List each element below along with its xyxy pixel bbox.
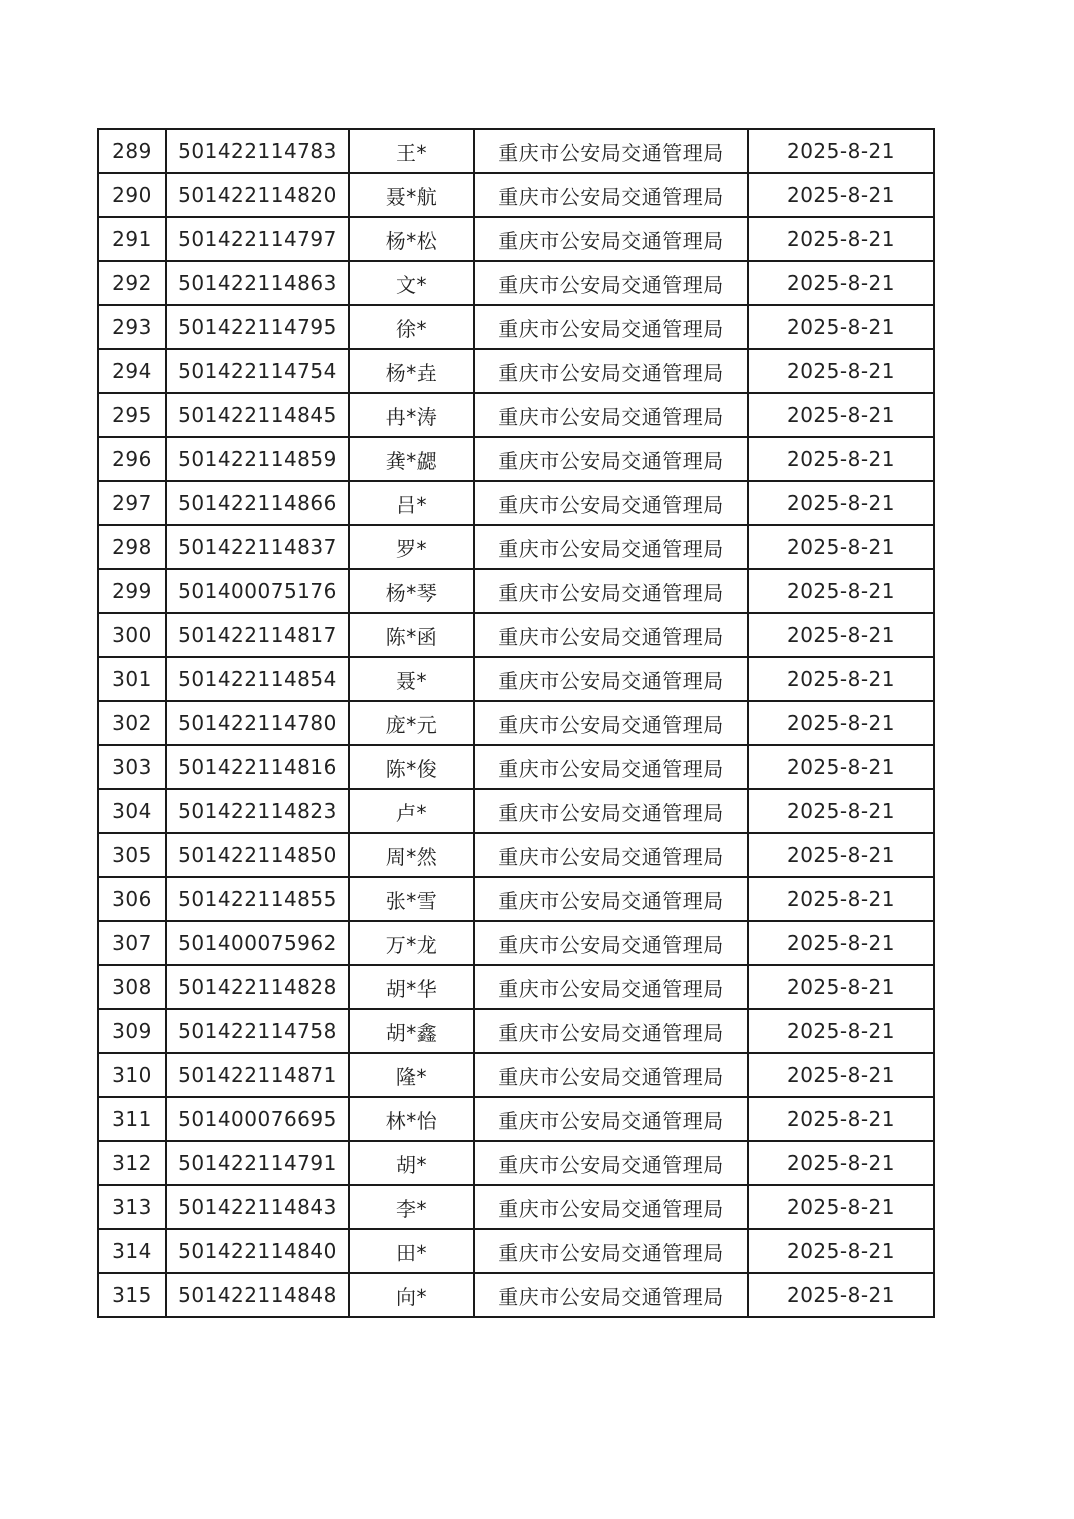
name-cell: 徐* xyxy=(349,305,474,349)
table-row xyxy=(98,701,934,745)
table-row xyxy=(98,1009,934,1053)
row-number-cell: 293 xyxy=(98,305,166,349)
roster-table-body xyxy=(98,129,934,1317)
row-number-cell: 310 xyxy=(98,1053,166,1097)
id-number-cell: 501422114837 xyxy=(166,525,349,569)
table-row xyxy=(98,1141,934,1185)
id-number-cell: 501422114758 xyxy=(166,1009,349,1053)
id-number-cell: 501422114816 xyxy=(166,745,349,789)
date-cell: 2025-8-21 xyxy=(748,173,934,217)
row-number-cell: 302 xyxy=(98,701,166,745)
id-number-cell: 501422114780 xyxy=(166,701,349,745)
organization-cell: 重庆市公安局交通管理局 xyxy=(474,217,748,261)
date-cell: 2025-8-21 xyxy=(748,437,934,481)
row-number-cell: 307 xyxy=(98,921,166,965)
row-number-cell: 312 xyxy=(98,1141,166,1185)
table-row xyxy=(98,789,934,833)
date-cell: 2025-8-21 xyxy=(748,305,934,349)
organization-cell: 重庆市公安局交通管理局 xyxy=(474,613,748,657)
organization-cell: 重庆市公安局交通管理局 xyxy=(474,1141,748,1185)
name-cell: 聂* xyxy=(349,657,474,701)
organization-cell: 重庆市公安局交通管理局 xyxy=(474,965,748,1009)
table-row xyxy=(98,1053,934,1097)
date-cell: 2025-8-21 xyxy=(748,1009,934,1053)
id-number-cell: 501422114854 xyxy=(166,657,349,701)
table-row xyxy=(98,657,934,701)
organization-cell: 重庆市公安局交通管理局 xyxy=(474,173,748,217)
organization-cell: 重庆市公安局交通管理局 xyxy=(474,1185,748,1229)
id-number-cell: 501422114863 xyxy=(166,261,349,305)
date-cell: 2025-8-21 xyxy=(748,393,934,437)
row-number-cell: 308 xyxy=(98,965,166,1009)
name-cell: 吕* xyxy=(349,481,474,525)
organization-cell: 重庆市公安局交通管理局 xyxy=(474,1097,748,1141)
table-row xyxy=(98,1185,934,1229)
name-cell: 杨*垚 xyxy=(349,349,474,393)
id-number-cell: 501422114754 xyxy=(166,349,349,393)
date-cell: 2025-8-21 xyxy=(748,921,934,965)
name-cell: 卢* xyxy=(349,789,474,833)
row-number-cell: 301 xyxy=(98,657,166,701)
name-cell: 王* xyxy=(349,129,474,173)
date-cell: 2025-8-21 xyxy=(748,1185,934,1229)
id-number-cell: 501422114797 xyxy=(166,217,349,261)
name-cell: 杨*琴 xyxy=(349,569,474,613)
table-row xyxy=(98,877,934,921)
row-number-cell: 297 xyxy=(98,481,166,525)
organization-cell: 重庆市公安局交通管理局 xyxy=(474,921,748,965)
date-cell: 2025-8-21 xyxy=(748,349,934,393)
table-row xyxy=(98,1097,934,1141)
name-cell: 庞*元 xyxy=(349,701,474,745)
date-cell: 2025-8-21 xyxy=(748,261,934,305)
row-number-cell: 306 xyxy=(98,877,166,921)
table-row xyxy=(98,569,934,613)
table-row xyxy=(98,613,934,657)
date-cell: 2025-8-21 xyxy=(748,481,934,525)
organization-cell: 重庆市公安局交通管理局 xyxy=(474,129,748,173)
id-number-cell: 501422114848 xyxy=(166,1273,349,1317)
id-number-cell: 501422114866 xyxy=(166,481,349,525)
row-number-cell: 292 xyxy=(98,261,166,305)
row-number-cell: 290 xyxy=(98,173,166,217)
row-number-cell: 305 xyxy=(98,833,166,877)
id-number-cell: 501422114817 xyxy=(166,613,349,657)
date-cell: 2025-8-21 xyxy=(748,965,934,1009)
row-number-cell: 296 xyxy=(98,437,166,481)
row-number-cell: 295 xyxy=(98,393,166,437)
organization-cell: 重庆市公安局交通管理局 xyxy=(474,833,748,877)
table-row xyxy=(98,173,934,217)
table-row xyxy=(98,217,934,261)
id-number-cell: 501422114859 xyxy=(166,437,349,481)
date-cell: 2025-8-21 xyxy=(748,877,934,921)
id-number-cell: 501422114840 xyxy=(166,1229,349,1273)
table-row xyxy=(98,525,934,569)
name-cell: 胡*华 xyxy=(349,965,474,1009)
table-row xyxy=(98,745,934,789)
id-number-cell: 501422114828 xyxy=(166,965,349,1009)
row-number-cell: 309 xyxy=(98,1009,166,1053)
organization-cell: 重庆市公安局交通管理局 xyxy=(474,701,748,745)
organization-cell: 重庆市公安局交通管理局 xyxy=(474,1009,748,1053)
date-cell: 2025-8-21 xyxy=(748,1097,934,1141)
date-cell: 2025-8-21 xyxy=(748,217,934,261)
name-cell: 万*龙 xyxy=(349,921,474,965)
organization-cell: 重庆市公安局交通管理局 xyxy=(474,305,748,349)
organization-cell: 重庆市公安局交通管理局 xyxy=(474,481,748,525)
name-cell: 文* xyxy=(349,261,474,305)
row-number-cell: 304 xyxy=(98,789,166,833)
date-cell: 2025-8-21 xyxy=(748,1229,934,1273)
name-cell: 陈*俊 xyxy=(349,745,474,789)
name-cell: 胡*鑫 xyxy=(349,1009,474,1053)
date-cell: 2025-8-21 xyxy=(748,129,934,173)
organization-cell: 重庆市公安局交通管理局 xyxy=(474,1053,748,1097)
row-number-cell: 294 xyxy=(98,349,166,393)
row-number-cell: 303 xyxy=(98,745,166,789)
table-row xyxy=(98,481,934,525)
name-cell: 陈*函 xyxy=(349,613,474,657)
row-number-cell: 289 xyxy=(98,129,166,173)
name-cell: 杨*松 xyxy=(349,217,474,261)
id-number-cell: 501400075962 xyxy=(166,921,349,965)
organization-cell: 重庆市公安局交通管理局 xyxy=(474,789,748,833)
id-number-cell: 501400075176 xyxy=(166,569,349,613)
id-number-cell: 501400076695 xyxy=(166,1097,349,1141)
table-row xyxy=(98,261,934,305)
id-number-cell: 501422114791 xyxy=(166,1141,349,1185)
organization-cell: 重庆市公安局交通管理局 xyxy=(474,657,748,701)
row-number-cell: 311 xyxy=(98,1097,166,1141)
id-number-cell: 501422114855 xyxy=(166,877,349,921)
name-cell: 李* xyxy=(349,1185,474,1229)
id-number-cell: 501422114823 xyxy=(166,789,349,833)
date-cell: 2025-8-21 xyxy=(748,1273,934,1317)
name-cell: 胡* xyxy=(349,1141,474,1185)
table-row xyxy=(98,1273,934,1317)
date-cell: 2025-8-21 xyxy=(748,1053,934,1097)
date-cell: 2025-8-21 xyxy=(748,789,934,833)
id-number-cell: 501422114850 xyxy=(166,833,349,877)
name-cell: 冉*涛 xyxy=(349,393,474,437)
date-cell: 2025-8-21 xyxy=(748,701,934,745)
row-number-cell: 313 xyxy=(98,1185,166,1229)
date-cell: 2025-8-21 xyxy=(748,657,934,701)
date-cell: 2025-8-21 xyxy=(748,745,934,789)
date-cell: 2025-8-21 xyxy=(748,613,934,657)
table-row xyxy=(98,1229,934,1273)
date-cell: 2025-8-21 xyxy=(748,569,934,613)
organization-cell: 重庆市公安局交通管理局 xyxy=(474,393,748,437)
table-row xyxy=(98,349,934,393)
row-number-cell: 315 xyxy=(98,1273,166,1317)
table-row xyxy=(98,833,934,877)
organization-cell: 重庆市公安局交通管理局 xyxy=(474,349,748,393)
table-row xyxy=(98,437,934,481)
organization-cell: 重庆市公安局交通管理局 xyxy=(474,877,748,921)
row-number-cell: 314 xyxy=(98,1229,166,1273)
name-cell: 张*雪 xyxy=(349,877,474,921)
table-row xyxy=(98,921,934,965)
organization-cell: 重庆市公安局交通管理局 xyxy=(474,1229,748,1273)
date-cell: 2025-8-21 xyxy=(748,833,934,877)
id-number-cell: 501422114843 xyxy=(166,1185,349,1229)
name-cell: 林*怡 xyxy=(349,1097,474,1141)
name-cell: 聂*航 xyxy=(349,173,474,217)
organization-cell: 重庆市公安局交通管理局 xyxy=(474,437,748,481)
name-cell: 周*然 xyxy=(349,833,474,877)
name-cell: 罗* xyxy=(349,525,474,569)
date-cell: 2025-8-21 xyxy=(748,1141,934,1185)
roster-table xyxy=(97,128,935,1318)
table-row xyxy=(98,393,934,437)
organization-cell: 重庆市公安局交通管理局 xyxy=(474,261,748,305)
row-number-cell: 300 xyxy=(98,613,166,657)
id-number-cell: 501422114795 xyxy=(166,305,349,349)
id-number-cell: 501422114845 xyxy=(166,393,349,437)
organization-cell: 重庆市公安局交通管理局 xyxy=(474,1273,748,1317)
row-number-cell: 299 xyxy=(98,569,166,613)
table-row xyxy=(98,965,934,1009)
id-number-cell: 501422114871 xyxy=(166,1053,349,1097)
table-row xyxy=(98,129,934,173)
organization-cell: 重庆市公安局交通管理局 xyxy=(474,569,748,613)
organization-cell: 重庆市公安局交通管理局 xyxy=(474,525,748,569)
row-number-cell: 298 xyxy=(98,525,166,569)
name-cell: 龚*勰 xyxy=(349,437,474,481)
table-row xyxy=(98,305,934,349)
name-cell: 田* xyxy=(349,1229,474,1273)
id-number-cell: 501422114820 xyxy=(166,173,349,217)
name-cell: 隆* xyxy=(349,1053,474,1097)
row-number-cell: 291 xyxy=(98,217,166,261)
organization-cell: 重庆市公安局交通管理局 xyxy=(474,745,748,789)
date-cell: 2025-8-21 xyxy=(748,525,934,569)
id-number-cell: 501422114783 xyxy=(166,129,349,173)
name-cell: 向* xyxy=(349,1273,474,1317)
